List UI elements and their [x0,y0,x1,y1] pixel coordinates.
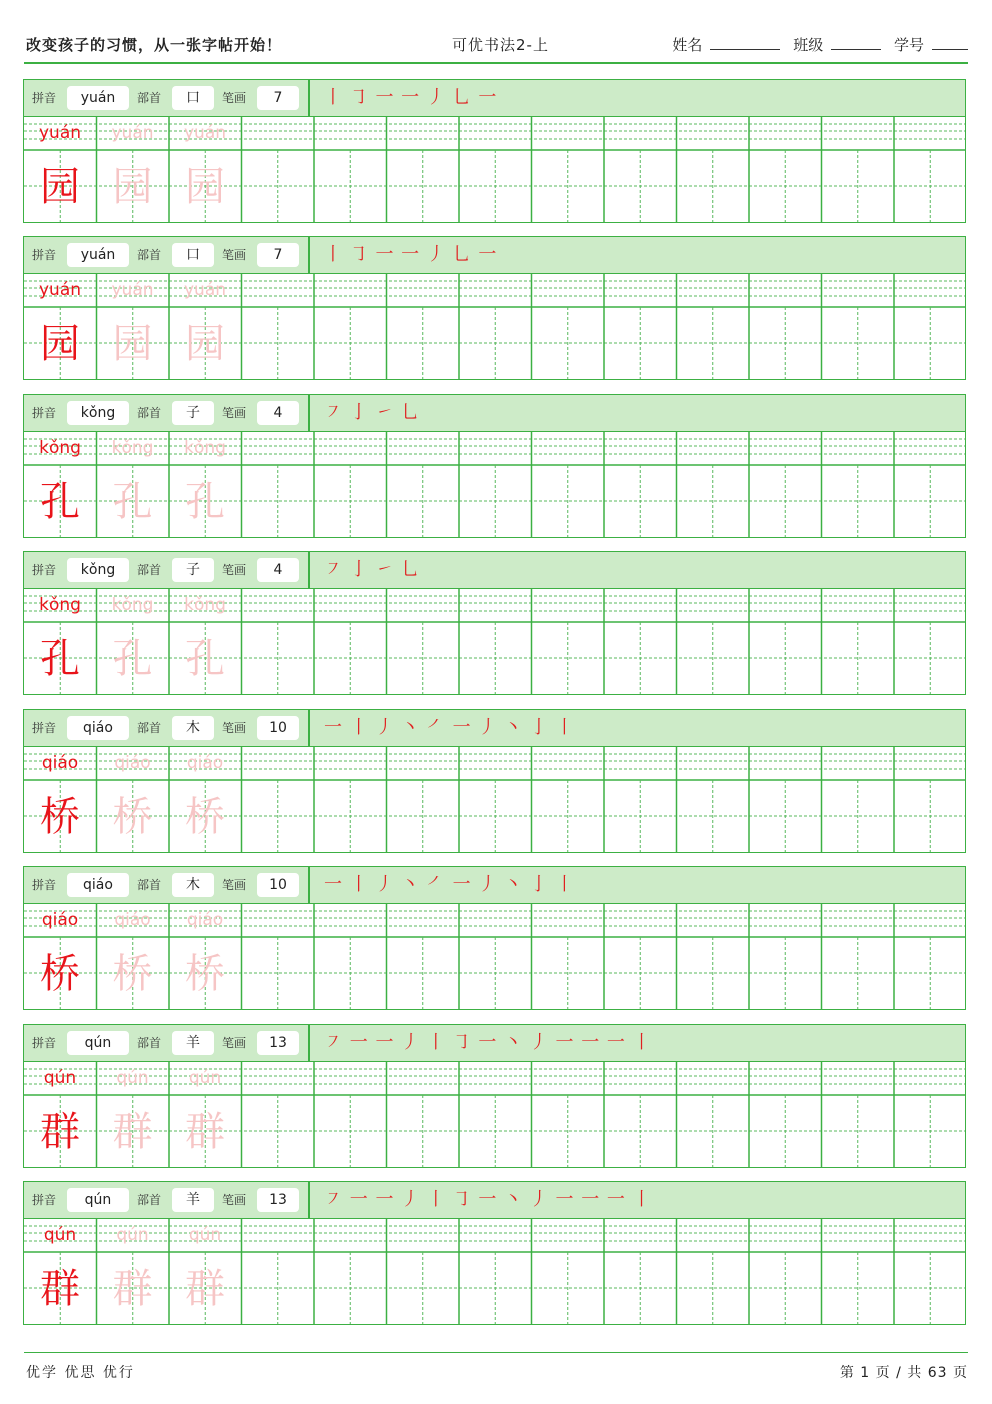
model-pinyin: kǒng [39,595,81,615]
pinyin-label: 拼音 [32,406,57,420]
character-block [23,551,966,695]
stroke-order: ㇇ 一 一 丿 丨 ㇆ 一 丶 丿 一 一 一 丨 [324,1032,652,1053]
trace-character: 园 [112,164,153,210]
character-info-bar [24,1182,965,1219]
radical-label: 部首 [137,878,162,892]
writing-grid[interactable] [24,746,965,852]
trace-pinyin: qiáo [186,753,224,773]
character-block [23,236,966,380]
writing-grid[interactable] [24,1218,965,1324]
name-label: 姓名 [672,36,703,54]
writing-grid[interactable] [24,588,965,694]
stroke-order: ㇇ 亅 ㇀ 乚 [324,402,421,423]
trace-character: 园 [185,321,225,367]
stroke-count-value: 13 [257,1188,299,1212]
pinyin-value: kǒng [67,558,129,582]
character-info-bar [24,1025,965,1062]
character-block [23,1181,966,1325]
character-block [23,394,966,538]
stroke-count-value: 10 [257,716,299,740]
class-blank[interactable] [831,35,881,50]
trace-character: 园 [185,164,225,210]
radical-value: 口 [172,243,214,267]
pinyin-label: 拼音 [32,1036,57,1050]
pinyin-value: yuán [67,243,129,267]
radical-label: 部首 [137,1193,162,1207]
radical-label: 部首 [137,721,162,735]
character-info-bar [24,80,965,117]
trace-pinyin: qún [116,1225,149,1245]
trace-pinyin: yuán [183,123,227,143]
number-blank[interactable] [932,35,968,50]
info-divider [308,710,310,746]
radical-label: 部首 [137,248,162,262]
character-block [23,79,966,223]
stroke-order: ㇇ 亅 ㇀ 乚 [324,559,421,580]
header-title: 可优书法2-上 [452,36,549,54]
writing-grid[interactable] [24,903,965,1009]
info-divider [308,1025,310,1061]
stroke-count-value: 13 [257,1031,299,1055]
trace-character: 孔 [112,479,153,525]
pinyin-label: 拼音 [32,878,57,892]
stroke-count-label: 笔画 [222,1193,247,1207]
trace-pinyin: kǒng [111,595,154,615]
pinyin-value: qiáo [67,716,129,740]
trace-pinyin: yuán [111,123,154,143]
radical-value: 羊 [172,1031,214,1055]
character-info-bar [24,552,965,589]
stroke-order: 一 丨 丿 丶 ㇒ 一 丿 丶 亅 丨 [324,874,575,895]
trace-character: 群 [185,1109,225,1155]
pinyin-value: qún [67,1188,129,1212]
writing-grid[interactable] [24,1061,965,1167]
trace-pinyin: qún [188,1068,222,1088]
model-pinyin: yuán [38,123,82,143]
radical-value: 木 [172,873,214,897]
stroke-order: 丨 ㇆ 一 一 丿 乚 一 [324,244,498,265]
trace-pinyin: qiáo [114,910,151,930]
name-blank[interactable] [710,35,780,50]
trace-pinyin: kǒng [111,438,154,458]
radical-value: 口 [172,86,214,110]
trace-character: 孔 [112,636,153,682]
page-number: 第 1 页 / 共 63 页 [839,1365,968,1381]
stroke-count-label: 笔画 [222,563,247,577]
trace-pinyin: kǒng [184,595,226,615]
pinyin-label: 拼音 [32,1193,57,1207]
stroke-count-label: 笔画 [222,91,247,105]
trace-character: 孔 [185,479,225,525]
stroke-count-label: 笔画 [222,878,247,892]
character-info-bar [24,237,965,274]
writing-grid[interactable] [24,431,965,537]
stroke-count-label: 笔画 [222,248,247,262]
stroke-order: ㇇ 一 一 丿 丨 ㇆ 一 丶 丿 一 一 一 丨 [324,1189,652,1210]
model-character: 园 [40,321,80,367]
writing-grid[interactable] [24,116,965,222]
stroke-order: 丨 ㇆ 一 一 丿 乚 一 [324,87,498,108]
class-label: 班级 [793,36,824,54]
pinyin-value: qún [67,1031,129,1055]
trace-pinyin: kǒng [184,438,226,458]
model-character: 孔 [40,479,80,525]
model-pinyin: qiáo [41,753,79,773]
trace-character: 群 [112,1109,153,1155]
radical-label: 部首 [137,1036,162,1050]
model-pinyin: qún [43,1225,77,1245]
info-divider [308,237,310,273]
trace-pinyin: yuán [183,280,227,300]
trace-pinyin: yuán [111,280,154,300]
pinyin-label: 拼音 [32,721,57,735]
pinyin-value: yuán [67,86,129,110]
model-pinyin: qún [43,1068,77,1088]
stroke-count-value: 4 [257,558,299,582]
trace-pinyin: qún [188,1225,222,1245]
radical-label: 部首 [137,406,162,420]
header-slogan: 改变孩子的习惯，从一张字帖开始！ [26,36,283,54]
character-block [23,1024,966,1168]
stroke-order: 一 丨 丿 丶 ㇒ 一 丿 丶 亅 丨 [324,717,575,738]
trace-pinyin: qún [116,1068,149,1088]
stroke-count-label: 笔画 [222,721,247,735]
model-character: 桥 [40,794,80,840]
character-info-bar [24,395,965,432]
trace-character: 群 [185,1266,225,1312]
model-pinyin: kǒng [39,438,81,458]
model-character: 孔 [40,636,80,682]
page-header [24,28,968,64]
model-pinyin: yuán [38,280,82,300]
pinyin-label: 拼音 [32,248,57,262]
page-footer [24,1352,968,1389]
trace-pinyin: qiáo [114,753,151,773]
radical-value: 子 [172,401,214,425]
trace-character: 群 [112,1266,153,1312]
character-block [23,866,966,1010]
footer-motto: 优学 优思 优行 [26,1365,135,1381]
model-character: 群 [40,1266,80,1312]
info-divider [308,867,310,903]
character-block [23,709,966,853]
model-pinyin: qiáo [41,910,79,930]
radical-value: 木 [172,716,214,740]
pinyin-value: kǒng [67,401,129,425]
trace-character: 桥 [112,794,153,840]
student-info-fields [664,34,968,55]
character-info-bar [24,867,965,904]
number-label: 学号 [893,36,924,54]
stroke-count-value: 4 [257,401,299,425]
radical-value: 子 [172,558,214,582]
stroke-count-value: 10 [257,873,299,897]
info-divider [308,80,310,116]
model-character: 群 [40,1109,80,1155]
model-character: 桥 [40,951,80,997]
trace-character: 桥 [185,794,225,840]
pinyin-label: 拼音 [32,563,57,577]
stroke-count-value: 7 [257,86,299,110]
stroke-count-value: 7 [257,243,299,267]
info-divider [308,552,310,588]
stroke-count-label: 笔画 [222,406,247,420]
pinyin-label: 拼音 [32,91,57,105]
character-info-bar [24,710,965,747]
trace-character: 园 [112,321,153,367]
trace-character: 孔 [185,636,225,682]
radical-label: 部首 [137,563,162,577]
stroke-count-label: 笔画 [222,1036,247,1050]
trace-character: 桥 [112,951,153,997]
writing-grid[interactable] [24,273,965,379]
radical-label: 部首 [137,91,162,105]
trace-pinyin: qiáo [186,910,224,930]
radical-value: 羊 [172,1188,214,1212]
info-divider [308,1182,310,1218]
model-character: 园 [40,164,80,210]
info-divider [308,395,310,431]
pinyin-value: qiáo [67,873,129,897]
trace-character: 桥 [185,951,225,997]
